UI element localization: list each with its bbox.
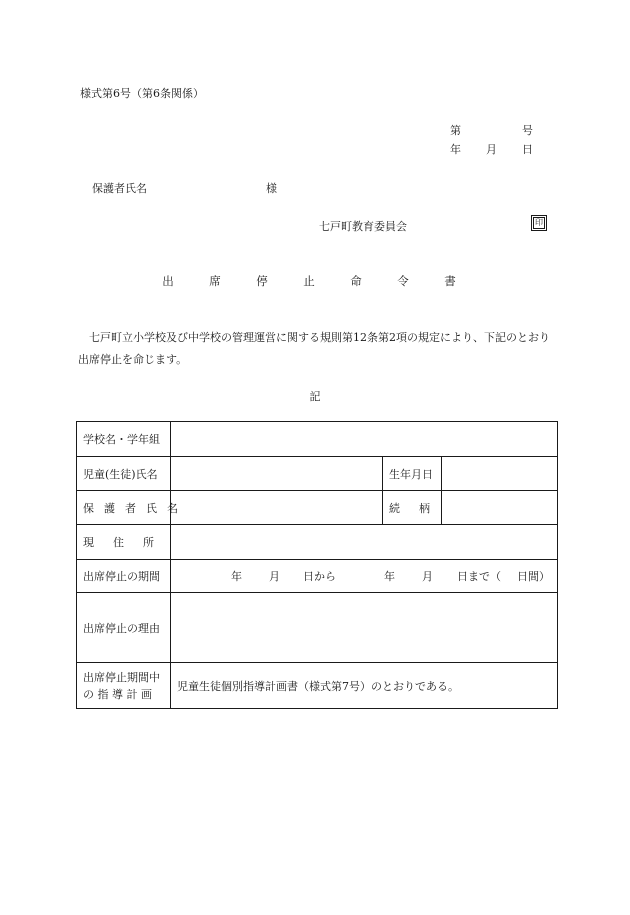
reason-label: 出席停止の理由 (77, 593, 171, 663)
period-year-1: 年 (231, 570, 242, 583)
document-title: 出 席 停 止 命 令 書 (162, 274, 468, 288)
document-number-line (450, 122, 535, 136)
number-suffix: 号 (522, 124, 533, 137)
school-label: 学校名・学年組 (77, 422, 171, 457)
number-prefix: 第 (450, 124, 461, 137)
period-until: 日まで（ (457, 570, 501, 583)
issue-date-line (450, 141, 535, 155)
period-month-2: 月 (422, 570, 433, 583)
guidance-label-line-1: 出席停止期間中 (83, 670, 160, 684)
seal-stamp (531, 215, 547, 231)
period-label: 出席停止の期間 (77, 560, 171, 593)
guidance-label (77, 663, 171, 709)
guidance-label-line-2: の 指 導 計 画 (83, 687, 152, 701)
issuer-name: 七戸町教育委員会 (319, 220, 407, 233)
form-number: 様式第6号（第6条関係） (80, 87, 204, 100)
student-label: 児童(生徒)氏名 (77, 457, 171, 491)
table-row (77, 593, 558, 663)
guidance-value: 児童生徒個別指導計画書（様式第7号）のとおりである。 (171, 663, 558, 709)
addressee-honorific: 様 (266, 182, 277, 195)
school-value[interactable] (171, 422, 558, 457)
date-day: 日 (522, 143, 533, 156)
period-month-1: 月 (269, 570, 280, 583)
table-row (77, 663, 558, 709)
period-year-2: 年 (384, 570, 395, 583)
address-label: 現住所 (77, 525, 171, 560)
table-row (77, 525, 558, 560)
date-month: 月 (486, 143, 497, 156)
table-row (77, 422, 558, 457)
table-row (77, 560, 558, 593)
ki-heading: 記 (309, 390, 321, 403)
period-from: 日から (303, 570, 336, 583)
student-value[interactable] (171, 457, 383, 491)
table-row (77, 491, 558, 525)
table-row (77, 457, 558, 491)
birthdate-value[interactable] (442, 457, 558, 491)
seal-text: 印 (535, 218, 543, 227)
date-year: 年 (450, 143, 461, 156)
guardian-value[interactable] (171, 491, 383, 525)
addressee-guardian-label: 保護者氏名 (92, 182, 147, 195)
guardian-label: 保護者氏名 (77, 491, 171, 525)
period-days: 日間） (517, 570, 550, 583)
period-value[interactable] (171, 560, 558, 593)
document-body: 七戸町立小学校及び中学校の管理運営に関する規則第12条第2項の規定により、下記のとおり出席停止を命じます。 (78, 331, 550, 366)
birthdate-label: 生年月日 (383, 457, 442, 491)
reason-value[interactable] (171, 593, 558, 663)
detail-table (76, 421, 558, 709)
relation-value[interactable] (442, 491, 558, 525)
relation-label: 続柄 (383, 491, 442, 525)
address-value[interactable] (171, 525, 558, 560)
